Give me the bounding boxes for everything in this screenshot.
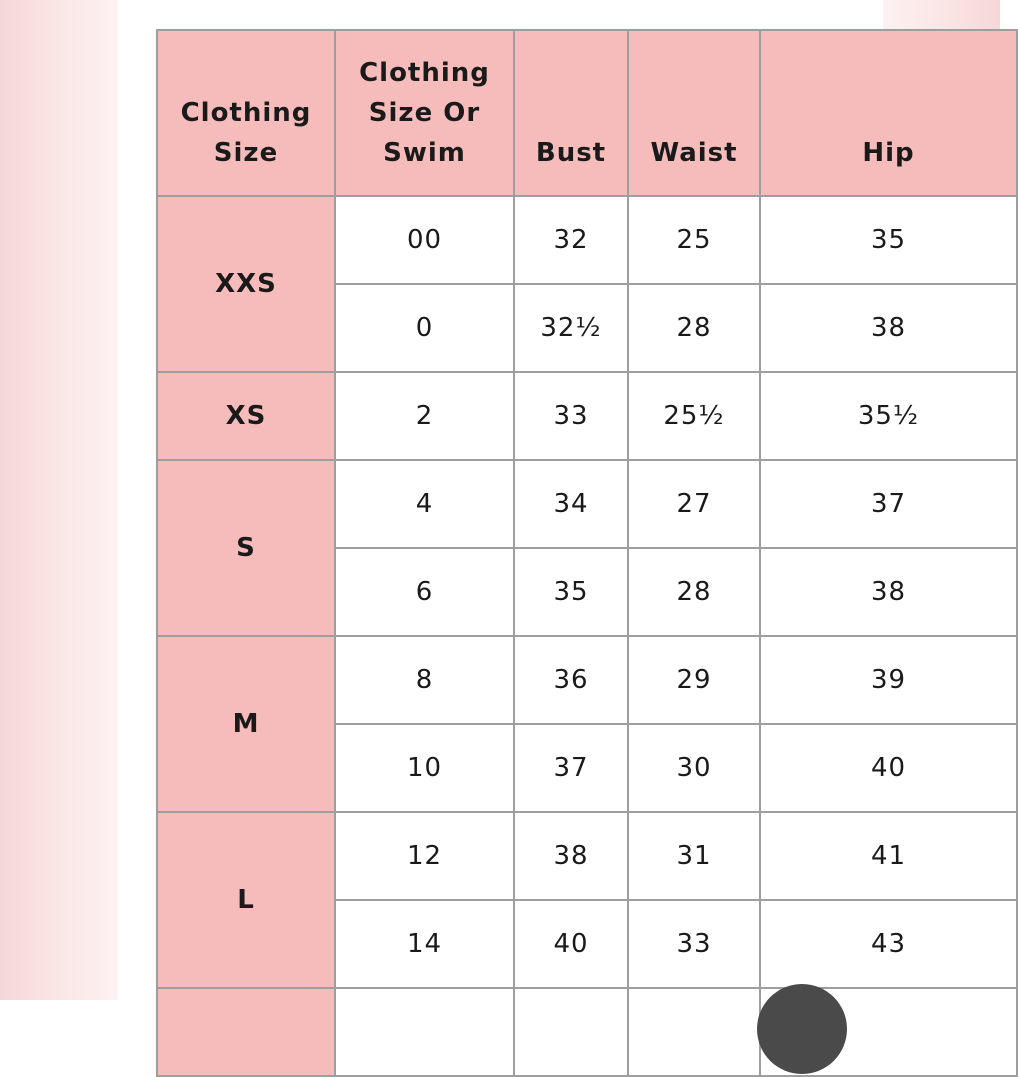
size-group-m: M — [157, 636, 335, 812]
bust-value: 36 — [514, 636, 628, 724]
waist-value: 25½ — [628, 372, 760, 460]
waist-value: 28 — [628, 284, 760, 372]
bust-value-partial — [514, 988, 628, 1076]
size-value-partial — [335, 988, 514, 1076]
size-chart-scroll-area[interactable] — [156, 29, 920, 1000]
bust-value: 40 — [514, 900, 628, 988]
hip-value: 38 — [760, 548, 1017, 636]
hip-value: 35 — [760, 196, 1017, 284]
waist-value: 33 — [628, 900, 760, 988]
waist-value: 28 — [628, 548, 760, 636]
size-value: 14 — [335, 900, 514, 988]
hip-value: 43 — [760, 900, 1017, 988]
header-swim-line2: Size Or — [368, 98, 481, 128]
size-group-xs: XS — [157, 372, 335, 460]
header-clothing-size-line2: Size — [213, 138, 279, 168]
size-value: 6 — [335, 548, 514, 636]
size-group-xxs: XXS — [157, 196, 335, 372]
size-value: 10 — [335, 724, 514, 812]
size-value: 0 — [335, 284, 514, 372]
hip-value: 40 — [760, 724, 1017, 812]
table-row-partial — [157, 988, 1017, 1076]
size-chart-table — [156, 29, 1018, 1077]
size-value: 8 — [335, 636, 514, 724]
size-value: 00 — [335, 196, 514, 284]
bust-value: 33 — [514, 372, 628, 460]
header-clothing-size-or-swim — [335, 30, 514, 196]
table-header-row — [157, 30, 1017, 196]
header-bust: Bust — [514, 30, 628, 196]
waist-value: 25 — [628, 196, 760, 284]
size-group-partial — [157, 988, 335, 1076]
hip-value: 41 — [760, 812, 1017, 900]
waist-value: 27 — [628, 460, 760, 548]
size-chart-card — [118, 0, 920, 1000]
header-clothing-size — [157, 30, 335, 196]
bust-value: 35 — [514, 548, 628, 636]
waist-value: 31 — [628, 812, 760, 900]
floating-action-button[interactable] — [757, 984, 847, 1074]
waist-value: 29 — [628, 636, 760, 724]
size-group-s: S — [157, 460, 335, 636]
hip-value: 38 — [760, 284, 1017, 372]
hip-value: 37 — [760, 460, 1017, 548]
table-row — [157, 372, 1017, 460]
hip-value: 39 — [760, 636, 1017, 724]
bust-value: 32½ — [514, 284, 628, 372]
size-group-l: L — [157, 812, 335, 988]
size-value: 2 — [335, 372, 514, 460]
bust-value: 34 — [514, 460, 628, 548]
table-row — [157, 460, 1017, 548]
table-row — [157, 196, 1017, 284]
header-clothing-size-line1: Clothing — [180, 98, 312, 128]
table-row — [157, 636, 1017, 724]
waist-value: 30 — [628, 724, 760, 812]
waist-value-partial — [628, 988, 760, 1076]
hip-value: 35½ — [760, 372, 1017, 460]
header-swim-line1: Clothing — [359, 58, 490, 88]
header-swim-line3: Swim — [383, 138, 466, 168]
bust-value: 37 — [514, 724, 628, 812]
bust-value: 32 — [514, 196, 628, 284]
header-hip: Hip — [760, 30, 1017, 196]
size-value: 12 — [335, 812, 514, 900]
table-row — [157, 812, 1017, 900]
bust-value: 38 — [514, 812, 628, 900]
header-waist: Waist — [628, 30, 760, 196]
size-value: 4 — [335, 460, 514, 548]
